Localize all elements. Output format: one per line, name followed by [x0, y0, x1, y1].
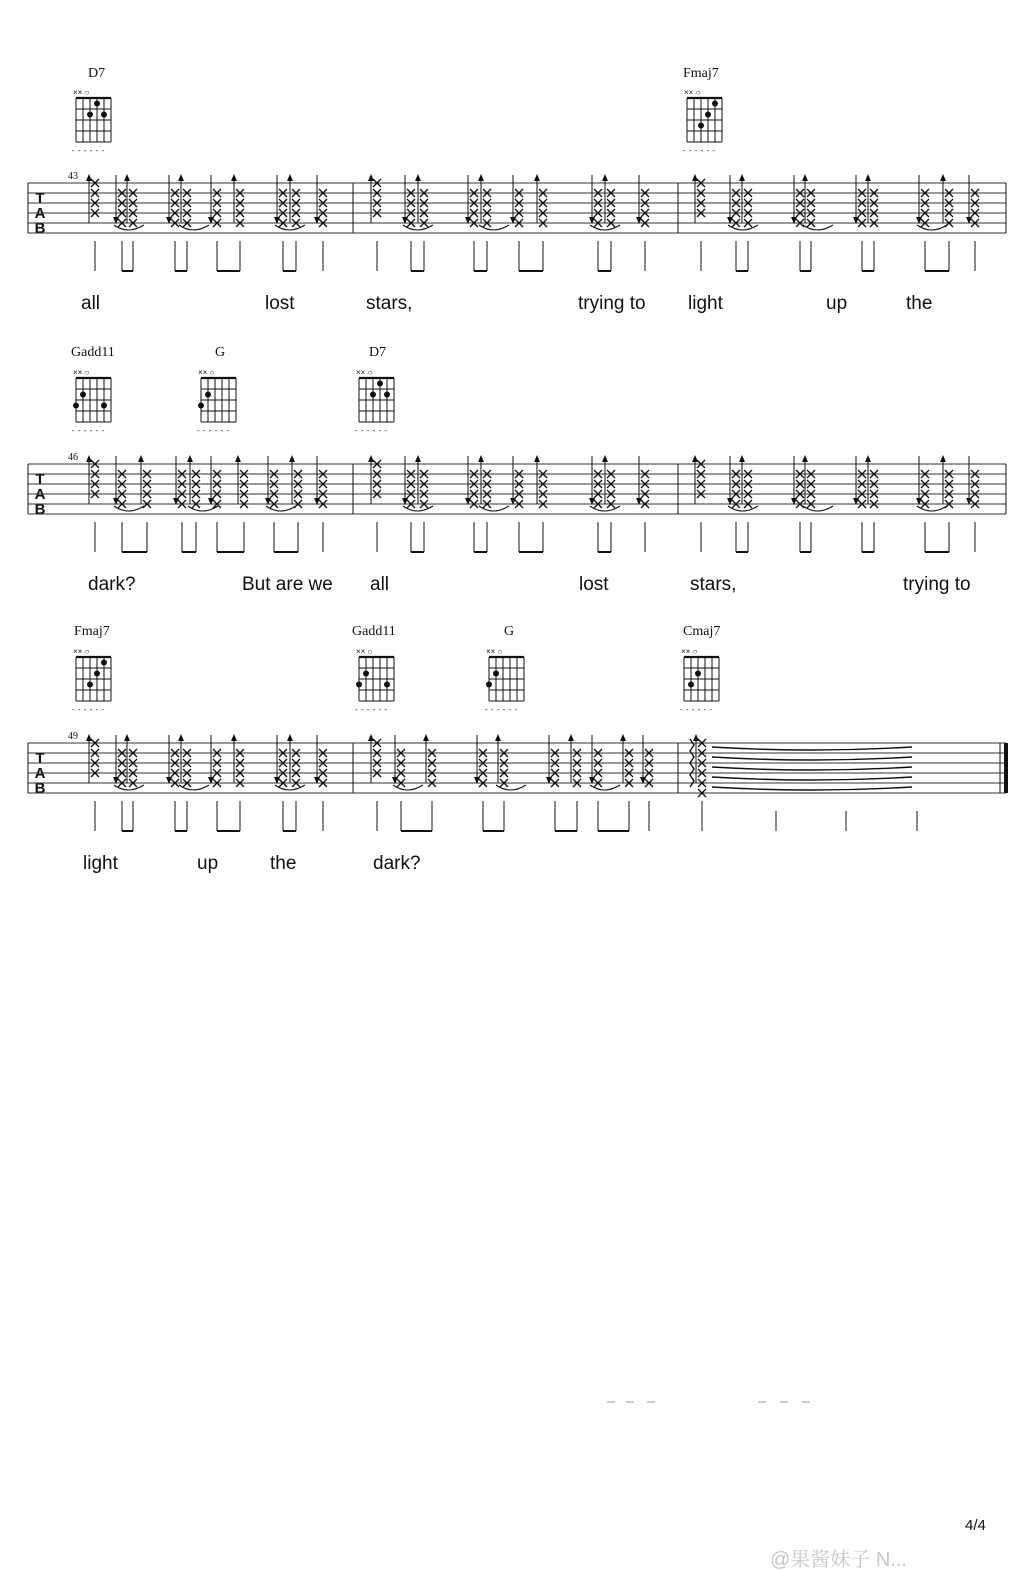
- mute-open-row: ×× ○: [356, 647, 373, 656]
- strum-arrowhead: [368, 734, 374, 741]
- fingering-row: - - - - - -: [680, 705, 713, 714]
- strum-arrowhead: [124, 734, 130, 741]
- chord-name-cmaj7: Cmaj7: [683, 624, 721, 639]
- lyric-word: all: [81, 293, 101, 314]
- strum-arrowhead: [693, 734, 699, 741]
- measure-number: 49: [68, 731, 78, 742]
- strum-arrowhead: [568, 734, 574, 741]
- strum-arrowhead: [423, 734, 429, 741]
- chord-name-d7: D7: [88, 66, 106, 81]
- tie: [712, 777, 912, 780]
- tab-clef: T A B: [34, 471, 46, 518]
- chord-name-fmaj7: Fmaj7: [74, 624, 110, 639]
- lyric-word: the: [906, 293, 933, 314]
- chord-name-d7: D7: [369, 345, 387, 360]
- lyric-word: But are we: [242, 574, 333, 595]
- fingering-row: - - - - - -: [355, 705, 388, 714]
- tie: [712, 747, 912, 750]
- chord-name-g: G: [215, 345, 226, 360]
- page-number: 4/4: [965, 1517, 986, 1534]
- fingering-row: - - - - - -: [72, 426, 105, 435]
- strum-arrowhead: [178, 734, 184, 741]
- chord-name-g: G: [504, 624, 515, 639]
- strum-arrowhead: [287, 734, 293, 741]
- chord-name-gadd11: Gadd11: [352, 624, 396, 639]
- mute-open-row: ×× ○: [486, 647, 503, 656]
- strum-arrowhead: [620, 734, 626, 741]
- measure-number: 43: [68, 171, 78, 182]
- strum-arrowhead: [495, 734, 501, 741]
- tab-clef: T A B: [34, 190, 46, 237]
- scan-artifacts: [360, 1396, 840, 1408]
- lyric-word: dark?: [88, 574, 136, 595]
- mute-open-row: ×× ○: [73, 647, 90, 656]
- chord-name-gadd11: Gadd11: [71, 345, 115, 360]
- fingering-row: - - - - - -: [72, 705, 105, 714]
- strum-arrowhead: [86, 734, 92, 741]
- lyric-word: light: [688, 293, 723, 314]
- tab-clef: T A B: [34, 750, 46, 797]
- watermark: @果酱妹子 N...: [770, 1549, 907, 1571]
- mute-open-row: ×× ○: [684, 88, 701, 97]
- fingering-row: - - - - - -: [683, 146, 716, 155]
- mute-open-row: ×× ○: [73, 368, 90, 377]
- fingering-row: - - - - - -: [197, 426, 230, 435]
- lyric-word: trying to: [903, 574, 971, 595]
- lyric-word: light: [83, 853, 118, 874]
- lyric-word: the: [270, 853, 297, 874]
- lyric-word: lost: [265, 293, 295, 314]
- lyric-word: up: [197, 853, 219, 874]
- mute-open-row: ×× ○: [198, 368, 215, 377]
- strum-arrowhead: [231, 734, 237, 741]
- lyric-word: dark?: [373, 853, 421, 874]
- lyric-word: all: [370, 574, 390, 595]
- tie: [712, 767, 912, 770]
- mute-open-row: ×× ○: [681, 647, 698, 656]
- lyric-word: up: [826, 293, 848, 314]
- measure-number: 46: [68, 452, 78, 463]
- tie: [712, 757, 912, 760]
- lyric-word: lost: [579, 574, 609, 595]
- tie: [712, 787, 912, 790]
- mute-open-row: ×× ○: [356, 368, 373, 377]
- fingering-row: - - - - - -: [355, 426, 388, 435]
- mute-open-row: ×× ○: [73, 88, 90, 97]
- fingering-row: - - - - - -: [72, 146, 105, 155]
- lyric-word: trying to: [578, 293, 646, 314]
- chord-name-fmaj7: Fmaj7: [683, 66, 719, 81]
- lyric-word: stars,: [366, 293, 413, 314]
- fingering-row: - - - - - -: [485, 705, 518, 714]
- lyric-word: stars,: [690, 574, 737, 595]
